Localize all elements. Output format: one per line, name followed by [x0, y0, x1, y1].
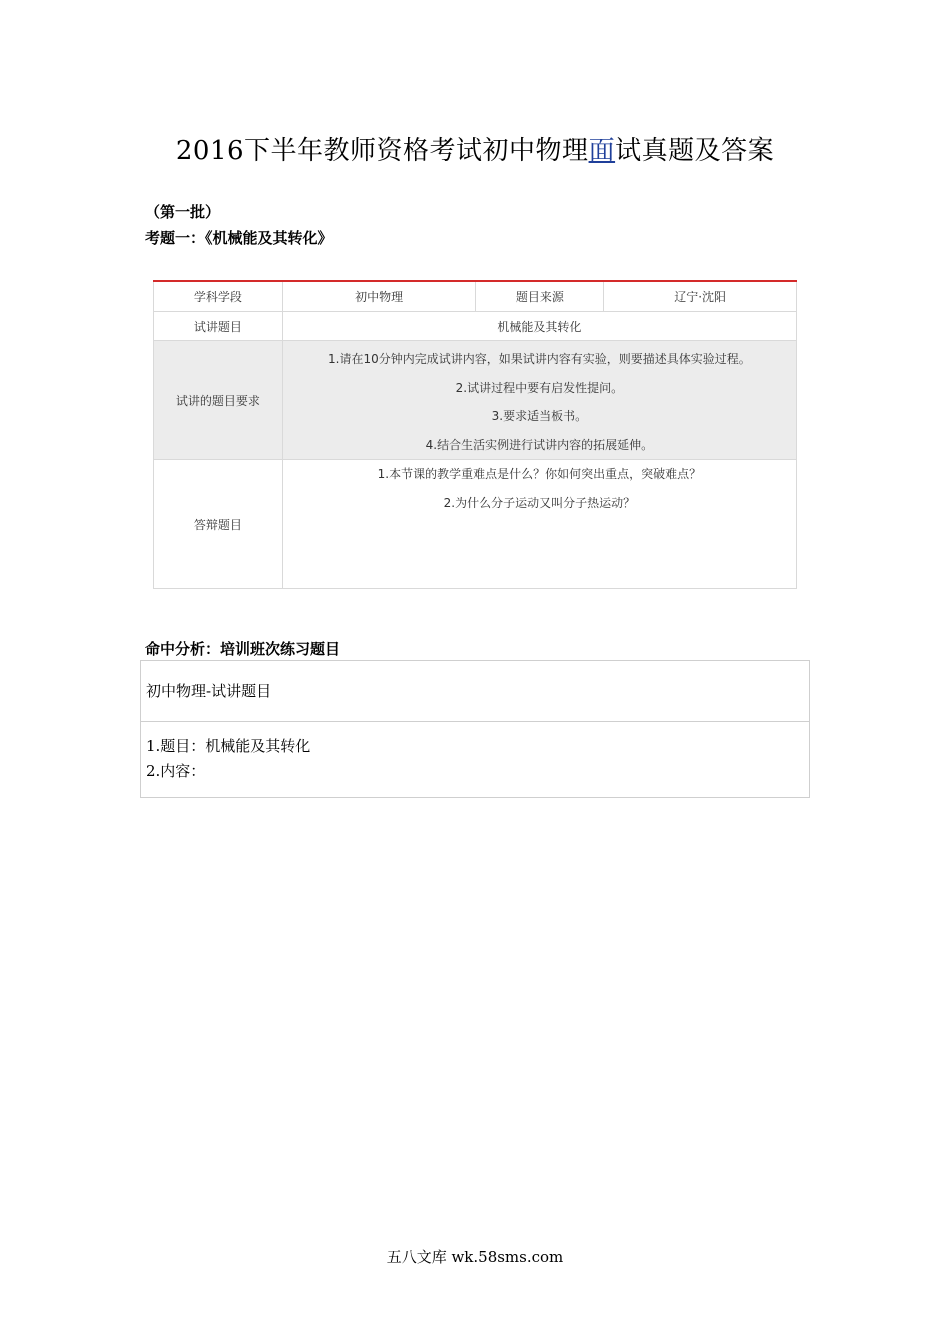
practice-line: 2.内容： [146, 762, 206, 780]
table-row [154, 460, 797, 589]
requirements-label: 试讲的题目要求 [154, 341, 283, 460]
title-highlight[interactable]: 面 [588, 136, 616, 166]
defense-questions-list [283, 460, 796, 518]
source-value: 辽宁·沈阳 [604, 281, 797, 312]
requirement-item: 2.试讲过程中要有启发性提问。 [455, 380, 624, 395]
footer-watermark: 五八文库 wk.58sms.com [386, 1248, 564, 1266]
requirements-list [283, 341, 796, 459]
batch-label: （第一批） [145, 203, 221, 221]
subject-value: 初中物理 [282, 281, 476, 312]
title-prefix: 2016下半年教师资格考试初中物理 [175, 136, 589, 166]
requirements-cell [282, 341, 796, 460]
defense-cell [282, 460, 796, 589]
lecture-topic-value: 机械能及其转化 [282, 312, 796, 341]
table-row [154, 312, 797, 341]
source-label: 题目来源 [476, 281, 604, 312]
practice-box [140, 660, 810, 798]
title-suffix: 试真题及答案 [615, 136, 775, 166]
requirement-item: 3.要求适当板书。 [491, 409, 588, 423]
defense-question: 2.为什么分子运动又叫分子热运动？ [443, 496, 636, 510]
practice-line: 1.题目：机械能及其转化 [146, 737, 311, 755]
practice-box-title: 初中物理-试讲题目 [141, 661, 809, 722]
analysis-heading: 命中分析：培训班次练习题目 [145, 640, 341, 658]
requirement-item: 4.结合生活实例进行试讲内容的拓展延伸。 [425, 437, 654, 452]
document-title [0, 130, 950, 167]
topic-heading: 考题一：《机械能及其转化》 [145, 229, 333, 247]
lecture-topic-label: 试讲题目 [154, 312, 283, 341]
table-row [154, 341, 797, 460]
exam-info-table [153, 280, 797, 589]
table-row [154, 281, 797, 312]
practice-box-body [141, 722, 809, 797]
defense-label: 答辩题目 [154, 460, 283, 589]
defense-question: 1.本节课的教学重难点是什么？你如何突出重点，突破难点？ [377, 467, 702, 481]
requirement-item: 1.请在10分钟内完成试讲内容，如果试讲内容有实验，则要描述具体实验过程。 [328, 352, 751, 366]
subject-label: 学科学段 [154, 281, 283, 312]
